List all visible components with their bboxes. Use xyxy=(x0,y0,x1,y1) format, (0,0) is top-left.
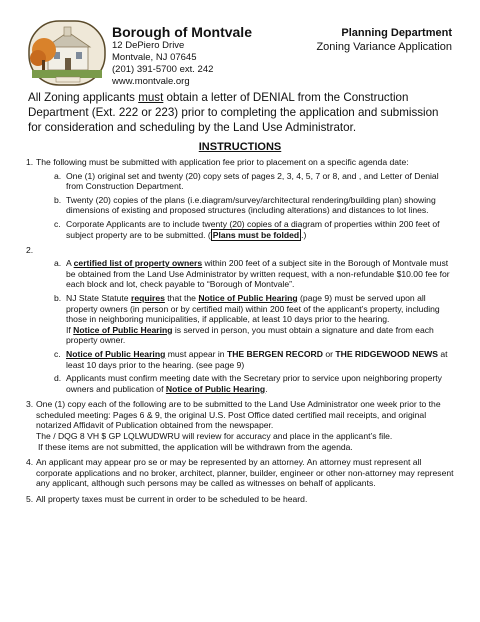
item-text-line3: If these items are not submitted, the application will be withdrawn from the agenda. xyxy=(38,441,353,452)
website-line: www.montvale.org xyxy=(112,76,190,88)
subitem-letter: c. xyxy=(54,218,61,229)
item-text-line2: The / DQG 8 VH $ GP LQLWUDWRU will review for accuracy and place in the applicant’s file. xyxy=(36,431,393,442)
instruction-item-1 xyxy=(22,157,458,240)
subitem-text: NJ State Statute xyxy=(66,292,131,303)
subitem-text-or: or xyxy=(322,348,336,359)
subitem-2a xyxy=(36,258,458,290)
subitem-text: Applicants must confirm meeting date with the Secretary prior to service upon neighboring property owners and publication of xyxy=(66,373,442,394)
subitem-1a xyxy=(36,171,458,192)
subitem-2c xyxy=(36,349,458,370)
item-number: 2. xyxy=(26,245,34,256)
subitem-letter: a. xyxy=(54,170,62,181)
form-title: Zoning Variance Application xyxy=(316,41,452,53)
address-line: 12 DePiero Drive xyxy=(112,40,185,52)
subitem-letter: c. xyxy=(54,348,61,359)
subitem-letter: b. xyxy=(54,194,62,205)
subitem-text-end: .) xyxy=(301,229,307,240)
item-text: An applicant may appear pro se or may be represented by an attorney. An attorney must represent all corporate applications and no broker, architect, planner, builder, engineer or other non-attorney may represent any applicant, although such persons may be called as witnesses on behalf of applicants. xyxy=(36,457,454,489)
newspaper-name: THE RIDGEWOOD NEWS xyxy=(335,348,439,359)
followup-text: If xyxy=(66,324,74,335)
borough-seal-logo xyxy=(28,20,106,86)
item-number: 5. xyxy=(26,494,34,505)
subitem-text: Corporate Applicants are to include twenty (20) copies of a diagram of properties within 200 feet of subject property are to be submitted. ( xyxy=(66,218,440,240)
item-number: 1. xyxy=(26,157,34,167)
item-text: One (1) copy each of the following are to be submitted to the Land Use Administrator one week prior to the scheduled meeting: Pages 6 & 9, the original U.S. Post Office dated certified mail receipts, and original notarized Affidavit of Publication obtained from the newspaper. xyxy=(36,399,441,431)
borough-name: Borough of Montvale xyxy=(112,24,252,40)
subitem-text: A xyxy=(66,258,74,269)
instructions-list xyxy=(22,157,458,510)
notice-term: Notice of Public Hearing xyxy=(66,348,166,359)
instruction-item-3 xyxy=(22,399,458,452)
department-name: Planning Department xyxy=(341,27,452,39)
subitem-2d xyxy=(36,373,458,394)
subitem-letter: d. xyxy=(54,373,62,384)
subitem-1b xyxy=(36,195,458,216)
certified-list-term: certified list of property owners xyxy=(73,258,203,269)
subitem-text-end: (page 9) must be served upon all property owners (in person or by certified mail) within 200 feet of the applicant’s property, including those in neighboring municipalities, if applicable, at least 10 days prior to the hearing. xyxy=(66,292,440,325)
plans-folded-note: Plans must be folded xyxy=(212,229,300,240)
department-header xyxy=(316,26,452,54)
subitem-1c xyxy=(36,219,458,240)
phone-line: (201) 391-5700 ext. 242 xyxy=(112,64,214,76)
intro-paragraph xyxy=(28,90,454,135)
instruction-item-5 xyxy=(22,494,458,505)
notice-term: Notice of Public Hearing xyxy=(73,324,173,335)
subitem-text-end: within 200 feet of a subject site in the Borough of Montvale must be obtained from the Land Use Administrator by written request, with a non-refundable $10.00 fee for each block and lot, check payable to “Borough of Montvale”. xyxy=(66,258,450,290)
subitem-text-end: at least 10 days prior to the hearing. (see page 9) xyxy=(66,348,448,370)
item-number: 4. xyxy=(26,457,34,468)
subitem-letter: b. xyxy=(54,292,62,303)
notice-term: Notice of Public Hearing xyxy=(165,383,266,394)
instructions-heading: INSTRUCTIONS xyxy=(198,141,282,153)
subitem-text-mid: that the xyxy=(164,292,199,303)
subitem-2b-followup xyxy=(66,325,458,346)
notice-term: Notice of Public Hearing xyxy=(198,292,298,303)
subitem-text: One (1) original set and twenty (20) copy sets of pages 2, 3, 4, 5, 7 or 8, and , and Letter of Denial from Construction Department. xyxy=(66,170,439,192)
subitem-2b xyxy=(36,293,458,346)
subitem-text: Twenty (20) copies of the plans (i.e.diagram/survey/architectural rendering/building plan) showing dimensions of existing and proposed structures (including alterations) and distances to lot lines. xyxy=(66,194,436,216)
subitem-letter: a. xyxy=(54,258,62,269)
item-text: All property taxes must be current in order to be scheduled to be heard. xyxy=(36,494,308,505)
subitem-text-end: . xyxy=(265,383,268,394)
subitem-text: must appear in xyxy=(165,348,227,359)
followup-text-end: is served in person, you must obtain a signature and date from each property owner. xyxy=(66,324,434,346)
intro-text-2: obtain a letter of DENIAL from the Construction Department (Ext. 222 or 223) prior to completing the application and submission for consideration and scheduling by the Land Use Administrator. xyxy=(28,91,439,134)
item-number: 3. xyxy=(26,399,34,410)
intro-text-1: All Zoning applicants xyxy=(28,91,139,104)
borough-header xyxy=(112,24,252,88)
requires-term: requires xyxy=(130,292,165,303)
intro-must: must xyxy=(138,91,164,104)
instruction-item-4 xyxy=(22,457,458,489)
instruction-item-2 xyxy=(22,245,458,394)
newspaper-name: THE BERGEN RECORD xyxy=(226,348,323,359)
city-line: Montvale, NJ 07645 xyxy=(112,52,197,64)
item-text: The following must be submitted with application fee prior to placement on a specific agenda date: xyxy=(36,157,409,167)
